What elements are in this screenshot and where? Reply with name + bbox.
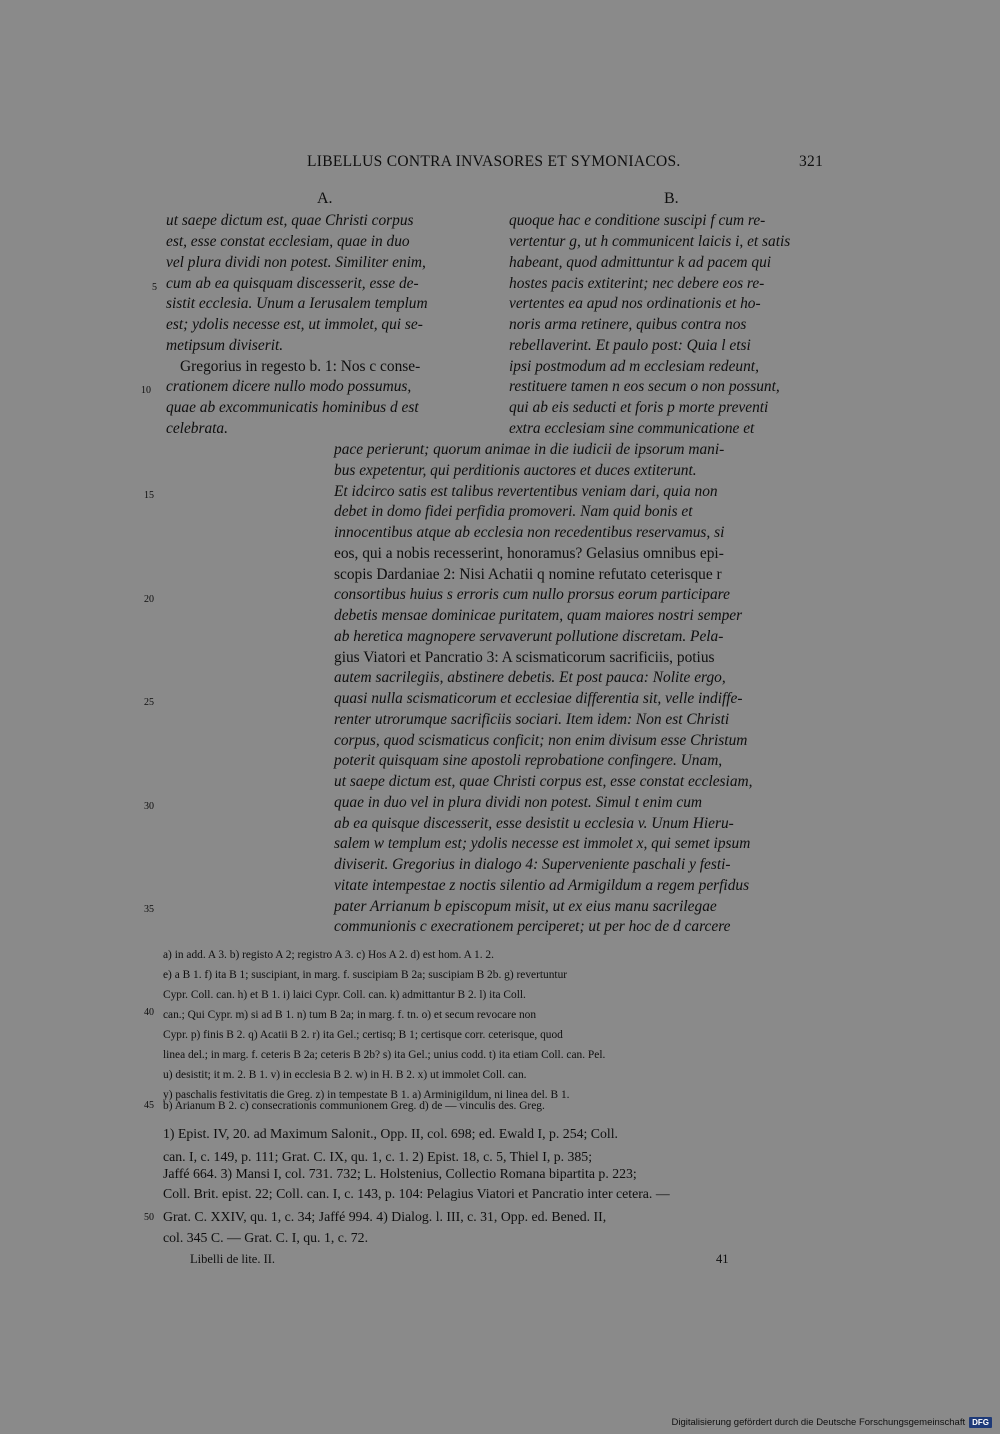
footnote-line: u) desistit; it m. 2. B 1. v) in ecclesia B 2. w) in H. B 2. x) ut immolet Coll. can. [163, 1069, 527, 1081]
main-text-line: communionis c execrationem perciperet; ut per hoc de d carcere [334, 918, 731, 935]
main-text-line: scopis Dardaniae 2: Nisi Achatii q nomine refutato ceterisque r [334, 566, 722, 583]
column-b-line: ipsi postmodum ad m ecclesiam redeunt, [509, 358, 759, 375]
column-a-line: cum ab ea quisquam discesserit, esse de- [166, 275, 419, 292]
column-b-line: extra ecclesiam sine communicatione et [509, 420, 755, 437]
main-text-line: quae in duo vel in plura dividi non potest. Simul t enim cum [334, 794, 703, 811]
reference-line: col. 345 C. — Grat. C. I, qu. 1, c. 72. [163, 1230, 369, 1245]
reference-line: Coll. Brit. epist. 22; Coll. can. I, c. 143, p. 104: Pelagius Viatori et Pancratio inter cetera. — [163, 1186, 670, 1201]
column-b-heading: B. [664, 190, 679, 207]
main-text-line: corpus, quod scismaticus conficit; non enim divisum esse Christum [334, 732, 748, 749]
column-a-line: vel plura dividi non potest. Similiter enim, [166, 254, 426, 271]
column-a-line: sistit ecclesia. Unum a Ierusalem templum [166, 295, 428, 312]
main-text-line: pater Arrianum b episcopum misit, ut ex eius manu sacrilegae [334, 898, 717, 915]
funding-banner-text: Digitalisierung gefördert durch die Deutsche Forschungsgemeinschaft [671, 1417, 966, 1428]
reference-line: 1) Epist. IV, 20. ad Maximum Salonit., Opp. II, col. 698; ed. Ewald I, p. 254; Coll. [163, 1126, 619, 1141]
main-text-line: bus expetentur, qui perditionis auctores et duces extiterunt. [334, 462, 697, 479]
footer-signature: Libelli de lite. II. [190, 1252, 276, 1266]
funding-banner [672, 1417, 993, 1428]
column-a-line: metipsum diviserit. [166, 337, 284, 354]
main-text-line: Et idcirco satis est talibus revertentibus veniam dari, quia non [334, 483, 718, 500]
main-text-line: ut saepe dictum est, quae Christi corpus est, esse constat ecclesiam, [334, 773, 753, 790]
column-b-line: habeant, quod admittuntur k ad pacem qui [509, 254, 772, 271]
main-text-line: poterit quisquam sine apostoli reprobatione confingere. Unam, [334, 752, 723, 769]
main-text-line: autem sacrilegiis, abstinere debetis. Et post pauca: Nolite ergo, [334, 669, 726, 686]
reference-line: Grat. C. XXIV, qu. 1, c. 34; Jaffé 994. 4) Dialog. l. III, c. 31, Opp. ed. Bened. II, [163, 1209, 607, 1224]
footer-sheet-number: 41 [716, 1252, 729, 1266]
reference-line: can. I, c. 149, p. 111; Grat. C. IX, qu. 1, c. 1. 2) Epist. 18, c. 5, Thiel I, p. 385; [163, 1149, 593, 1164]
dfg-logo-icon: DFG [969, 1417, 992, 1428]
line-number: 40 [144, 1007, 154, 1018]
line-number: 35 [144, 904, 154, 915]
page-number: 321 [799, 153, 824, 170]
main-text-line: salem w templum est; ydolis necesse est immolet x, qui semet ipsum [334, 835, 751, 852]
column-b-line: quoque hac e conditione suscipi f cum re- [509, 212, 766, 229]
footnote-line: linea del.; in marg. f. ceteris B 2a; ceteris B 2b? s) ita Gel.; unius codd. t) ita etiam Coll. can. Pel. [163, 1049, 606, 1061]
line-number: 5 [152, 282, 157, 293]
main-text-line: vitate intempestae z noctis silentio ad Armigildum a regem perfidus [334, 877, 750, 894]
column-a-heading: A. [317, 190, 333, 207]
column-b-line: hostes pacis extiterint; nec debere eos re- [509, 275, 765, 292]
line-number: 30 [144, 801, 154, 812]
footnote-line: Cypr. Coll. can. h) et B 1. i) laici Cypr. Coll. can. k) admittantur B 2. l) ita Coll. [163, 989, 526, 1001]
line-number: 25 [144, 697, 154, 708]
column-b-line: qui ab eis seducti et foris p morte preventi [509, 399, 769, 416]
line-number: 50 [144, 1212, 154, 1223]
column-a-line: est; ydolis necesse est, ut immolet, qui se- [166, 316, 423, 333]
main-text-line: innocentibus atque ab ecclesia non recedentibus reservamus, si [334, 524, 725, 541]
running-title: LIBELLUS CONTRA INVASORES ET SYMONIACOS. [307, 153, 681, 170]
line-number: 15 [144, 490, 154, 501]
column-a-line: ut saepe dictum est, quae Christi corpus [166, 212, 414, 229]
main-text-line: debetis mensae dominicae puritatem, quam maiores nostri semper [334, 607, 743, 624]
column-a-line: quae ab excommunicatis hominibus d est [166, 399, 419, 416]
line-number: 45 [144, 1100, 154, 1111]
column-a-line: crationem dicere nullo modo possumus, [166, 378, 412, 395]
column-b-line: noris arma retinere, quibus contra nos [509, 316, 747, 333]
main-text-line: diviserit. Gregorius in dialogo 4: Superveniente paschali y festi- [334, 856, 731, 873]
main-text-line: ab heretica magnopere servaverunt pollutione discretam. Pela- [334, 628, 724, 645]
main-text-line: quasi nulla scismaticorum et ecclesiae differentia sit, velle indiffe- [334, 690, 743, 707]
main-text-line: eos, qui a nobis recesserint, honoramus? Gelasius omnibus epi- [334, 545, 724, 562]
column-b-line: vertentes ea apud nos ordinationis et ho- [509, 295, 761, 312]
main-text-line: renter utrorumque sacrificiis sociari. Item idem: Non est Christi [334, 711, 730, 728]
footnote-line: y) paschalis festivitatis die Greg. z) in tempestate B 1. a) Arminigildum, ni linea del. B 1. [163, 1089, 570, 1101]
line-number: 20 [144, 594, 154, 605]
column-a-line: celebrata. [166, 420, 228, 437]
main-text-line: pace perierunt; quorum animae in die iudicii de ipsorum mani- [334, 441, 725, 458]
main-text-line: debet in domo fidei perfidia promoveri. Nam quid bonis et [334, 503, 693, 520]
footnote-line: e) a B 1. f) ita B 1; suscipiant, in marg. f. suscipiam B 2a; suscipiam B 2b. g) revertuntur [163, 969, 568, 981]
footnote-line: can.; Qui Cypr. m) si ad B 1. n) tum B 2a; in marg. f. tn. o) et secum revocare non [163, 1009, 537, 1021]
column-a-line: est, esse constat ecclesiam, quae in duo [166, 233, 410, 250]
footnote-line: b) Arianum B 2. c) consecrationis communionem Greg. d) de — vinculis des. Greg. [163, 1100, 545, 1112]
column-a-line: Gregorius in regesto b. 1: Nos c conse- [180, 358, 421, 375]
reference-line: Jaffé 664. 3) Mansi I, col. 731. 732; L. Holstenius, Collectio Romana bipartita p. 223; [163, 1166, 637, 1181]
column-b-line: vertentur g, ut h communicent laicis i, et satis [509, 233, 791, 250]
column-b-line: rebellaverint. Et paulo post: Quia l etsi [509, 337, 751, 354]
main-text-line: consortibus huius s erroris cum nullo prorsus eorum participare [334, 586, 730, 603]
footnote-line: a) in add. A 3. b) registo A 2; registro A 3. c) Hos A 2. d) est hom. A 1. 2. [163, 949, 494, 961]
column-b-line: restituere tamen n eos secum o non possunt, [509, 378, 780, 395]
main-text-line: gius Viatori et Pancratio 3: A scismaticorum sacrificiis, potius [334, 649, 715, 666]
footnote-line: Cypr. p) finis B 2. q) Acatii B 2. r) ita Gel.; certisq; B 1; certisque corr. ceterisque, quod [163, 1029, 563, 1041]
line-number: 10 [141, 385, 151, 396]
main-text-line: ab ea quisque discesserit, esse desistit u ecclesia v. Unum Hieru- [334, 815, 734, 832]
